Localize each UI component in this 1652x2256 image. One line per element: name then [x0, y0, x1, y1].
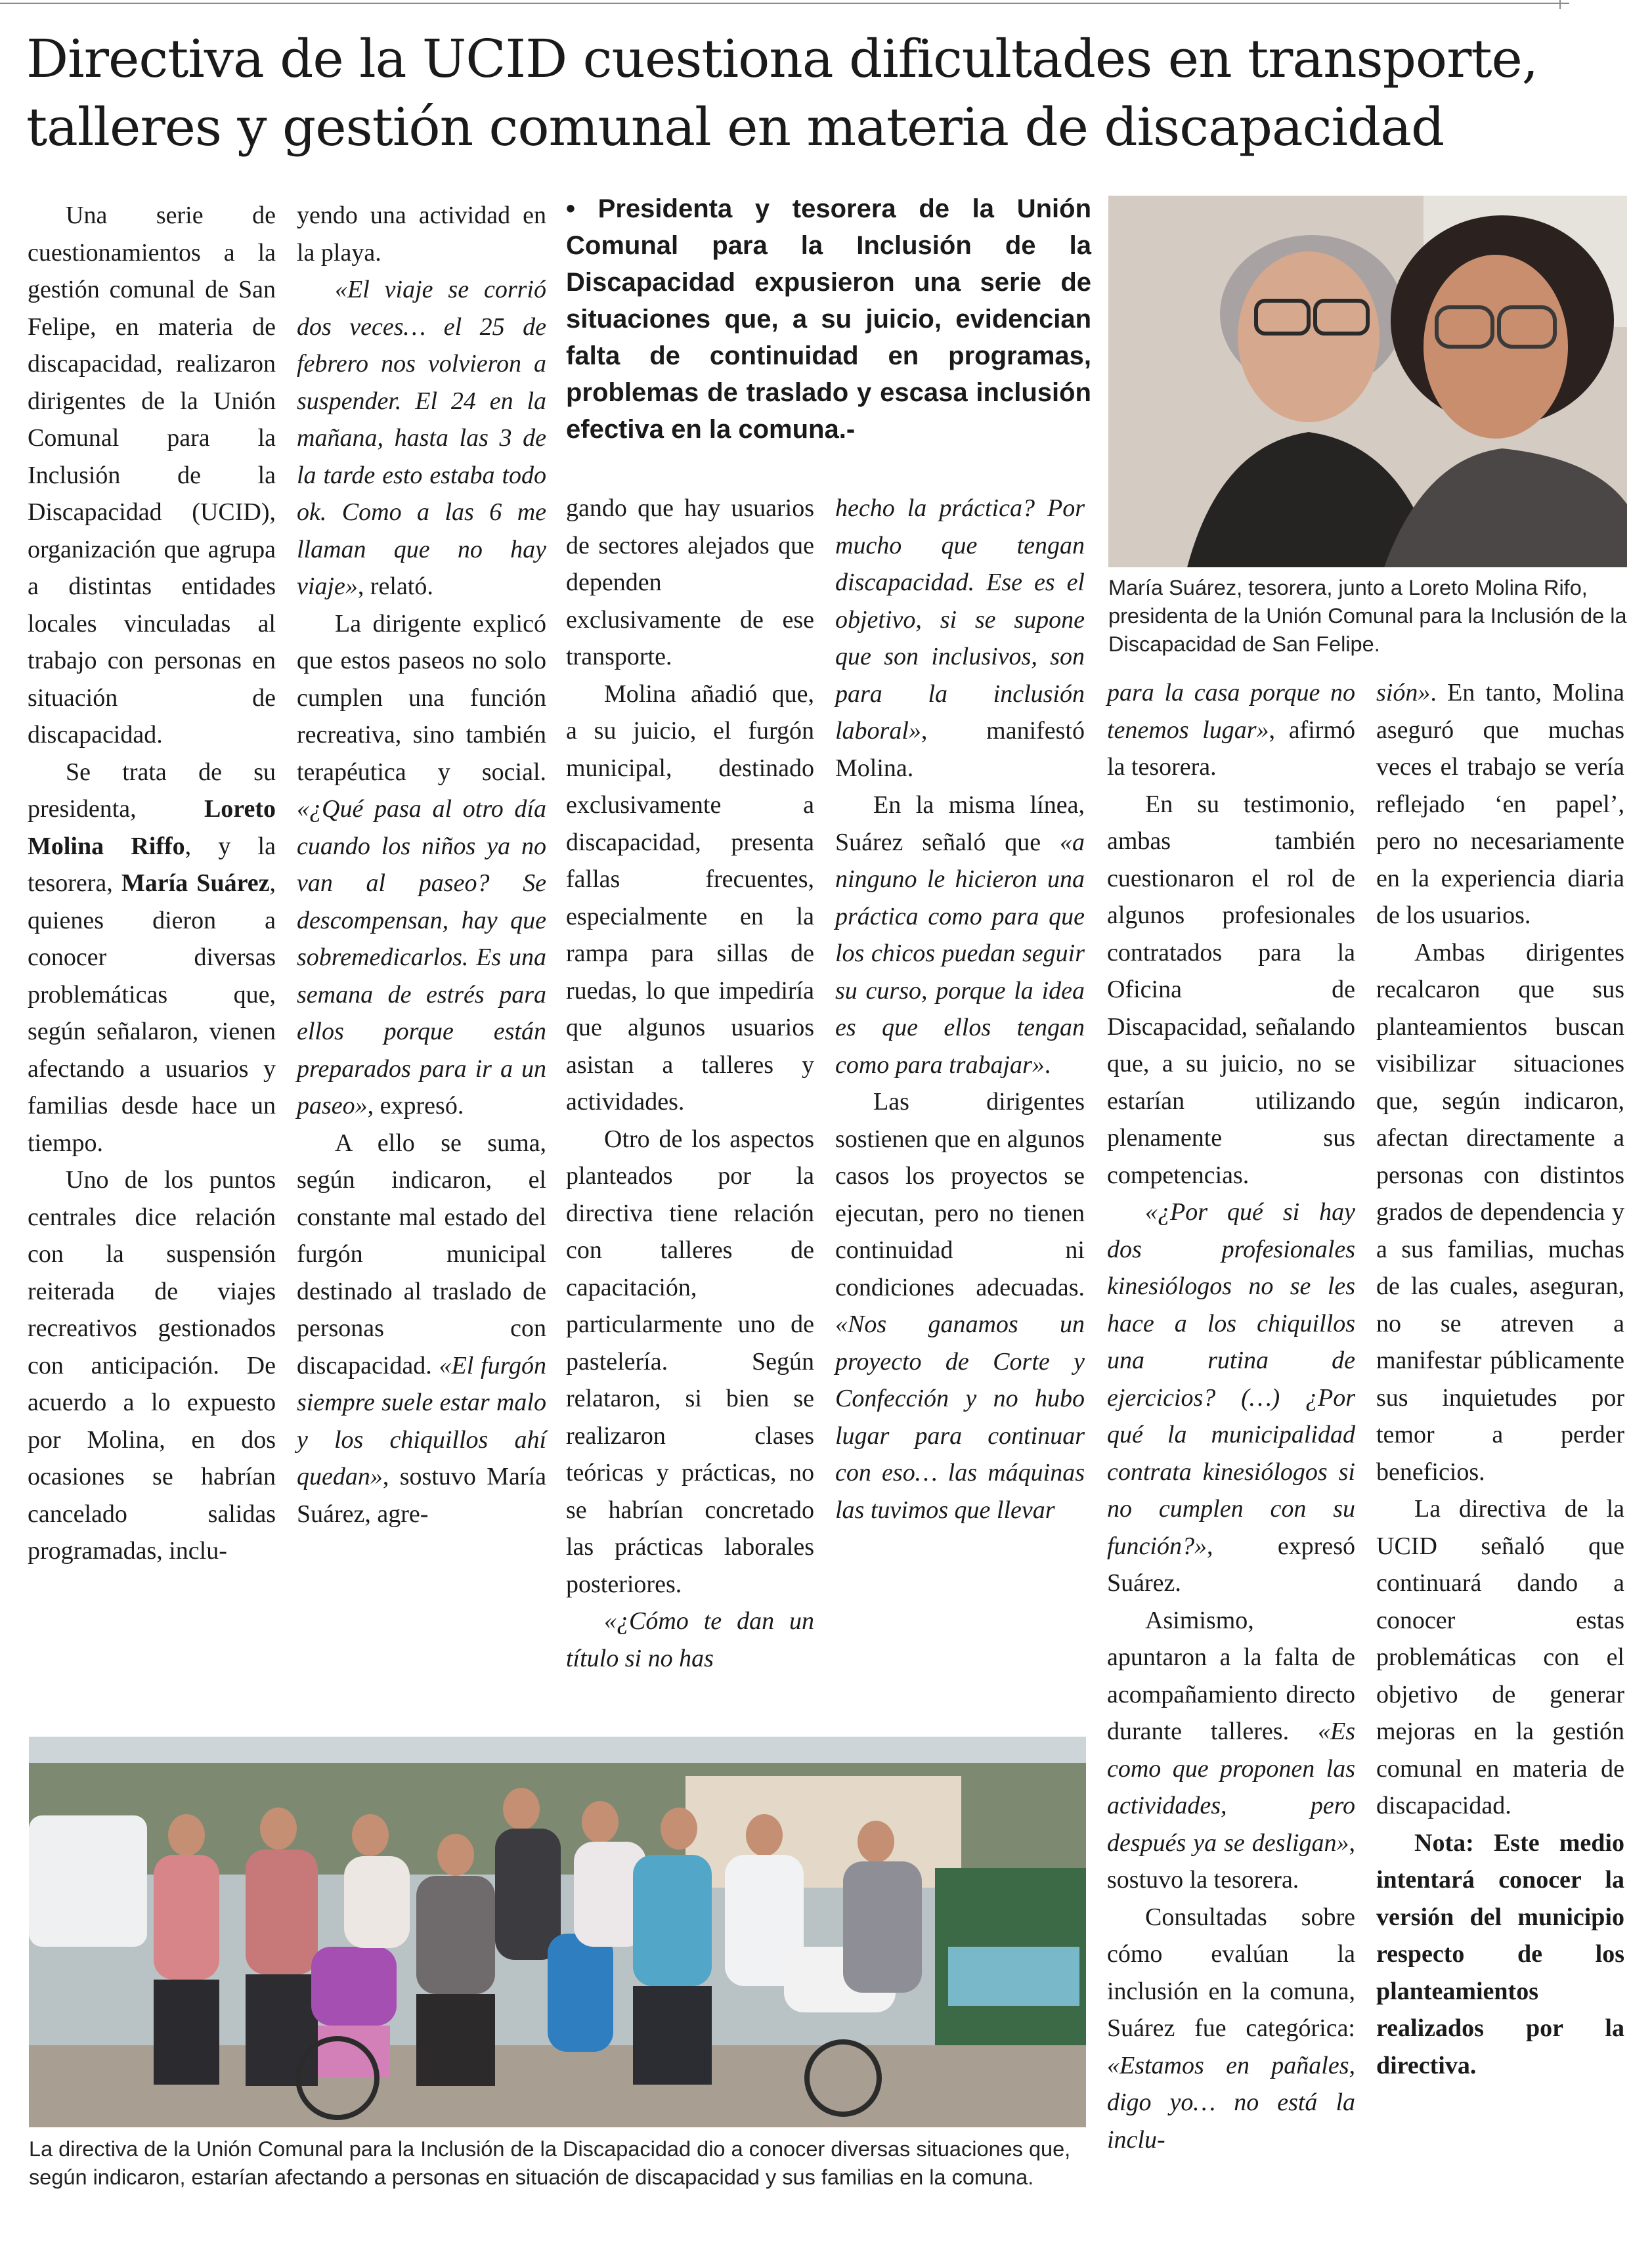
paragraph: En la misma línea, Suárez señaló que «a ninguno le hicieron una práctica como para que los chicos puedan seguir su curso, porque la idea es que ellos tengan como para trabajar». [835, 791, 1085, 1079]
editor-note: Nota: Este medio intentará conocer la versión del municipio respecto de los planteamientos realizados por la directiva. [1376, 1829, 1624, 2079]
paragraph: hecho la práctica? Por mucho que tengan discapacidad. Ese es el objetivo, si se supone que son inclusivos, son para la inclusión laboral», manifestó Molina. [835, 494, 1085, 782]
paragraph: Uno de los puntos centrales dice relación con la suspensión reiterada de viajes recreativos gestionados con anticipación. De acuerdo a lo expuesto por Molina, en dos ocasiones se habrían cancelado salidas programadas, inclu- [28, 1166, 276, 1565]
quote: «Es como que proponen las actividades, pero después ya se desligan» [1107, 1718, 1355, 1857]
quote: «Nos ganamos un proyecto de Corte y Confección y no hubo lugar para continuar con eso… las máquinas las tuvimos que llevar [835, 1311, 1085, 1524]
photo-group [29, 1737, 1086, 2127]
paragraph: sión». En tanto, Molina aseguró que muchas veces el trabajo se vería reflejado ‘en papel’, pero no necesariamente en la experiencia diaria de los usuarios. [1376, 679, 1624, 929]
column-6 [1376, 674, 1624, 2084]
paragraph: Las dirigentes sostienen que en algunos casos los proyectos se ejecutan, pero no tienen continuidad ni condiciones adecuadas. «Nos ganamos un proyecto de Corte y Confección y no hubo lugar para continuar con eso… las máquinas las tuvimos que llevar [835, 1088, 1085, 1524]
paragraph: La directiva de la UCID señaló que continuará dando a conocer estas problemáticas con el objetivo de generar mejoras en la gestión comunal en materia de discapacidad. [1376, 1495, 1624, 1819]
article-lead: • Presidenta y tesorera de la Unión Comunal para la Inclusión de la Discapacidad expusieron una serie de situaciones que, a su juicio, evidencian falta de continuidad en programas, problemas de traslado y escasa inclusión efectiva en la comuna.- [566, 194, 1091, 444]
top-rule [0, 3, 1569, 4]
quote: «a ninguno le hicieron una práctica como para que los chicos puedan seguir su curso, porque la idea es que ellos tengan como para trabajar» [835, 828, 1085, 1079]
quote: «Estamos en pañales, digo yo… no está la inclu- [1107, 2051, 1355, 2154]
column-4 [835, 490, 1085, 1529]
column-1 [28, 197, 276, 1570]
quote: hecho la práctica? Por mucho que tengan discapacidad. Ese es el objetivo, si se supone que son inclusivos, son para la inclusión laboral» [835, 494, 1085, 745]
quote: «¿Por qué si hay dos profesionales kinesiólogos no se les hace a los chiquillos una rutina de ejercicios? (…) ¿Por qué la municipalidad contrata kinesiólogos si no cumplen con su función?» [1107, 1198, 1355, 1560]
paragraph: yendo una actividad en la playa. [297, 202, 546, 267]
column-2 [297, 197, 546, 1532]
paragraph: Se trata de su presidenta, Loreto Molina Riffo, y la tesorera, María Suárez, quienes dieron a conocer diversas problemáticas que, según señalaron, vienen afectando a usuarios y familias desde hace un tiempo. [28, 758, 276, 1157]
paragraph: gando que hay usuarios de sectores alejados que dependen exclusivamente de ese transporte. [566, 494, 814, 670]
column-3 [566, 490, 814, 1677]
paragraph: A ello se suma, según indicaron, el constante mal estado del furgón municipal destinado al traslado de personas con discapacidad. «El furgón siempre suele estar malo y los chiquillos ahí quedan», sostuvo María Suárez, agre- [297, 1129, 546, 1528]
paragraph: Consultadas sobre cómo evalúan la inclusión en la comuna, Suárez fue categórica: «Estamos en pañales, digo yo… no está la inclu- [1107, 1903, 1355, 2154]
quote: para la casa porque no tenemos lugar» [1107, 679, 1355, 744]
paragraph: Ambas dirigentes recalcaron que sus planteamientos buscan visibilizar situaciones que, según indicaron, afectan directamente a personas con distintos grados de dependencia y a sus familias, muchas de las cuales, aseguran, no se atreven a manifestar públicamente sus inquietudes por temor a perder beneficios. [1376, 938, 1624, 1486]
quote: «¿Qué pasa al otro día cuando los niños ya no van al paseo? Se descompensan, hay que sobremedicarlos. Es una semana de estrés para ellos porque están preparados para ir a un paseo» [297, 795, 546, 1119]
paragraph [566, 1603, 814, 1677]
paragraph: Otro de los aspectos planteados por la directiva tiene relación con talleres de capacitación, particularmente uno de pastelería. Según relataron, si bien se realizaron clases teóricas y prácticas, no se habrían concretado las prácticas laborales posteriores. [566, 1125, 814, 1598]
column-5 [1107, 674, 1355, 2158]
quote: «El furgón siempre suele estar malo y los chiquillos ahí quedan» [297, 1351, 546, 1490]
person-name: Loreto Molina Riffo [28, 795, 276, 860]
photo-group-illustration [29, 1737, 1086, 2127]
paragraph: La dirigente explicó que estos paseos no solo cumplen una función recreativa, sino también terapéutica y social. «¿Qué pasa al otro día cuando los niños ya no van al paseo? Se descompensan, hay que sobremedicarlos. Es una semana de estrés para ellos porque están preparados para ir a un paseo», expresó. [297, 609, 546, 1119]
paragraph: para la casa porque no tenemos lugar», afirmó la tesorera. [1107, 679, 1355, 781]
headline: Directiva de la UCID cuestiona dificultades en transporte, talleres y gestión comunal en materia de discapacidad [26, 28, 1538, 158]
paragraph: Una serie de cuestionamientos a la gestión comunal de San Felipe, en materia de discapacidad, realizaron dirigentes de la Unión Comunal para la Inclusión de la Discapacidad (UCID), organización que agrupa a distintas entidades locales vinculadas al trabajo con personas en situación de discapacidad. [28, 202, 276, 748]
quote: «¿Cómo te dan un título si no has [566, 1607, 814, 1672]
photo-two-women-illustration [1108, 196, 1627, 567]
paragraph: Asimismo, apuntaron a la falta de acompañamiento directo durante talleres. «Es como que proponen las actividades, pero después ya se desligan», sostuvo la tesorera. [1107, 1606, 1355, 1894]
paragraph: Molina añadió que, a su juicio, el furgón municipal, destinado exclusivamente a discapacidad, presenta fallas frecuentes, especialmente en la rampa para sillas de ruedas, lo que impediría que algunos usuarios asistan a talleres y actividades. [566, 680, 814, 1116]
paragraph: «El viaje se corrió dos veces… el 25 de febrero nos volvieron a suspender. El 24 en la mañana, hasta las 3 de la tarde esto estaba todo ok. Como a las 6 me llaman que no hay viaje», relató. [297, 276, 546, 600]
paragraph: «¿Por qué si hay dos profesionales kinesiólogos no se les hace a los chiquillos una rutina de ejercicios? (…) ¿Por qué la municipalidad contrata kinesiólogos si no cumplen con su función?», expresó Suárez. [1107, 1198, 1355, 1597]
photo-top-caption: María Suárez, tesorera, junto a Loreto Molina Rifo, presidenta de la Unión Comunal para la Inclusión de la Discapacidad de San Felipe. [1108, 576, 1627, 656]
top-rule-tick [1559, 0, 1561, 9]
quote: sión» [1376, 679, 1431, 706]
photo-two-women [1108, 196, 1627, 567]
paragraph: En su testimonio, ambas también cuestionaron el rol de algunos profesionales contratados para la Oficina de Discapacidad, señalando que, a su juicio, no se estarían utilizando plenamente sus competencias. [1107, 790, 1355, 1189]
photo-bottom-caption: La directiva de la Unión Comunal para la Inclusión de la Discapacidad dio a conocer diversas situaciones que, según indicaron, estarían afectando a personas en situación de discapacidad y sus familias en la comuna. [29, 2137, 1071, 2189]
person-name: María Suárez [121, 869, 270, 897]
quote: «El viaje se corrió dos veces… el 25 de febrero nos volvieron a suspender. El 24 en la mañana, hasta las 3 de la tarde esto estaba todo ok. Como a las 6 me llaman que no hay viaje» [297, 276, 546, 600]
